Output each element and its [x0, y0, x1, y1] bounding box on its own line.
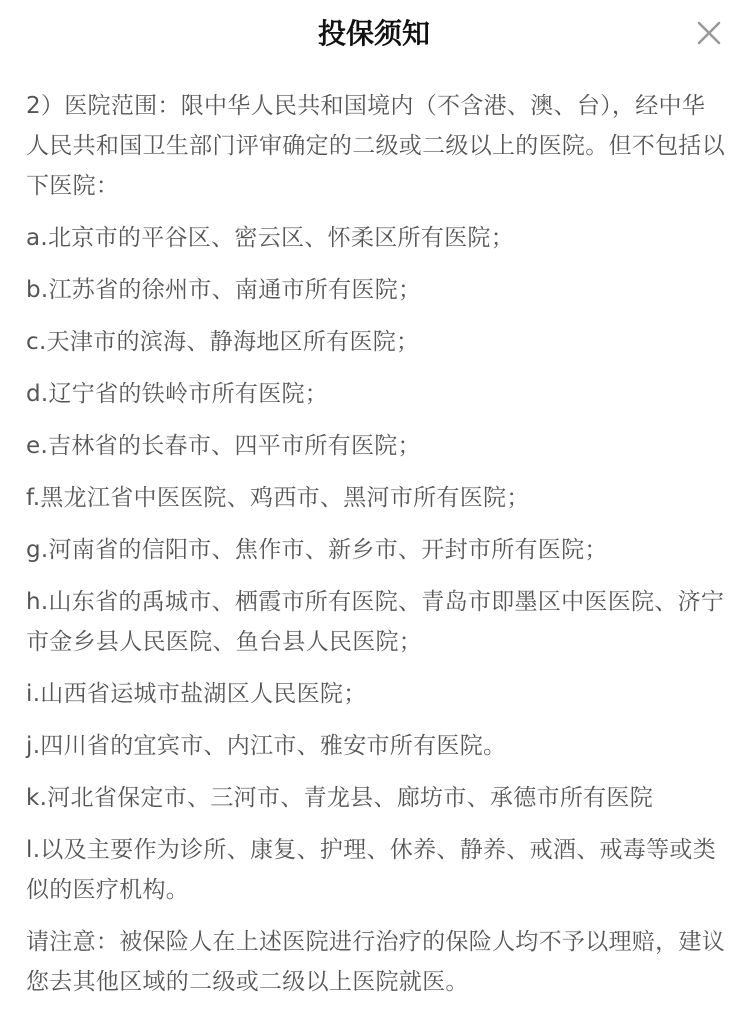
close-icon: [694, 18, 724, 48]
excluded-hospital-item: g.河南省的信阳市、焦作市、新乡市、开封市所有医院；: [26, 537, 608, 563]
excluded-hospital-item: j.四川省的宜宾市、内江市、雅安市所有医院。: [26, 733, 507, 759]
excluded-hospital-item: d.辽宁省的铁岭市所有医院；: [26, 381, 329, 407]
excluded-hospital-item: e.吉林省的长春市、四平市所有医院；: [26, 433, 421, 459]
excluded-hospital-item: i.山西省运城市盐湖区人民医院；: [26, 681, 367, 707]
excluded-hospital-item: l.以及主要作为诊所、康复、护理、休养、静养、戒酒、戒毒等或类似的医疗机构。: [26, 837, 717, 903]
close-button[interactable]: [694, 18, 724, 48]
excluded-hospital-item: f.黑龙江省中医医院、鸡西市、黑河市所有医院；: [26, 485, 530, 511]
dialog-title: 投保须知: [317, 17, 430, 50]
excluded-hospital-item: b.江苏省的徐州市、南通市所有医院；: [26, 277, 422, 303]
excluded-hospital-item: c.天津市的滨海、静海地区所有医院；: [26, 329, 420, 355]
notice-text: 请注意：被保险人在上述医院进行治疗的保险人均不予以理赔，建议您去其他区域的二级或二级以上医院就医。: [26, 929, 725, 995]
excluded-hospital-item: a.北京市的平谷区、密云区、怀柔区所有医院；: [26, 225, 515, 251]
dialog-header: [0, 0, 748, 72]
hospital-scope-intro: 2）医院范围：限中华人民共和国境内（不含港、澳、台），经中华人民共和国卫生部门评审确定的二级或二级以上的医院。但不包括以下医院：: [26, 93, 725, 199]
notice-content: [26, 86, 726, 1014]
excluded-hospital-item: k.河北省保定市、三河市、青龙县、廊坊市、承德市所有医院: [26, 785, 654, 811]
excluded-hospital-item: h.山东省的禹城市、栖霞市所有医院、青岛市即墨区中医医院、济宁市金乡县人民医院、鱼台县人民医院；: [26, 589, 725, 655]
